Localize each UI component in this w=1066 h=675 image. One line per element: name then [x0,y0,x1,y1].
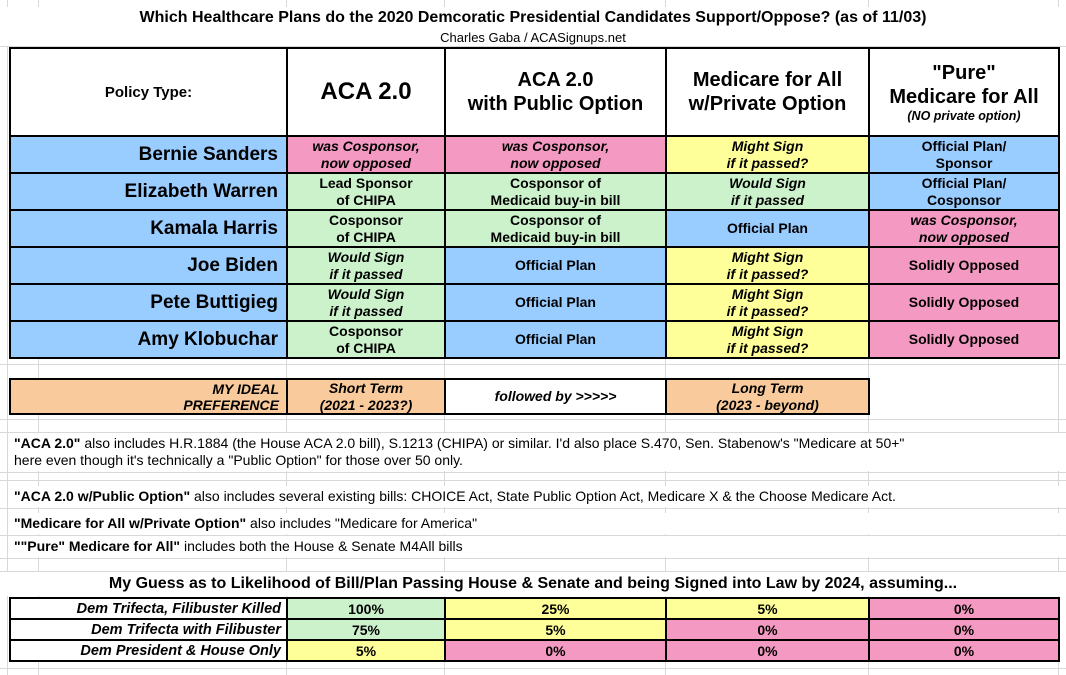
stance-line: of CHIPA [336,191,396,208]
stance-cell [445,136,666,173]
column-header-m4a-private-option [666,48,869,136]
sheet-title: Which Healthcare Plans do the 2020 Demcoratic Presidential Candidates Support/Oppose? (as of 11/03) [0,7,1066,29]
column-header-note: (NO private option) [907,108,1021,123]
preference-long-term-cell [666,379,869,414]
likelihood-value: 0% [666,619,869,640]
likelihood-value: 25% [445,598,666,619]
stance-line: Solidly Opposed [908,257,1020,274]
stance-cell [666,210,869,247]
likelihood-value: 5% [666,598,869,619]
footnote-aca-2-0 [9,433,1059,471]
stance-line: Would Sign [327,286,405,302]
column-header-line: "Pure" [932,61,996,84]
likelihood-value: 5% [287,640,445,661]
stance-cell [445,284,666,321]
stance-line: Solidly Opposed [908,294,1020,311]
stance-line: Sponsor [935,154,993,171]
footnote-text: also includes "Medicare for America" [246,515,478,531]
likelihood-scenario-label: Dem Trifecta, Filibuster Killed [10,598,287,619]
likelihood-scenario-label: Dem President & House Only [10,640,287,661]
likelihood-row [10,640,1059,661]
stance-cell [287,210,445,247]
stance-line: Might Sign [731,286,804,302]
footnote-lead: "Medicare for All w/Private Option" [14,515,247,531]
candidate-row-amy-klobuchar [10,321,1059,358]
gridline [0,472,1066,473]
column-header-line: w/Private Option [688,93,847,115]
gridline [0,419,1066,420]
stance-line: if it passed? [726,302,809,319]
stance-line: Might Sign [731,138,804,154]
stance-line: Official Plan [727,220,808,237]
likelihood-value: 0% [869,598,1059,619]
likelihood-scenario-label: Dem Trifecta with Filibuster [10,619,287,640]
preference-line: (2023 - beyond) [716,396,819,413]
stance-cell [445,173,666,210]
header-row [10,48,1059,136]
ideal-preference-label-line: MY IDEAL [212,380,279,397]
stance-cell [287,173,445,210]
likelihood-value: 0% [666,640,869,661]
stance-line: Cosponsor [927,191,1001,208]
stance-line: Official Plan/ [921,138,1007,154]
likelihood-row [10,598,1059,619]
stance-line: Solidly Opposed [908,331,1020,348]
preference-followed-by-cell [445,379,666,414]
stance-line: Lead Sponsor [319,175,413,191]
footnote-lead: "ACA 2.0 w/Public Option" [14,488,191,504]
stance-cell [445,247,666,284]
stance-line: Cosponsor [329,212,403,228]
stance-line: now opposed [918,228,1010,245]
stance-cell [287,321,445,358]
stance-line: Official Plan [515,294,596,311]
likelihood-table [9,597,1060,662]
footnote-text: also includes H.R.1884 (the House ACA 2.0 bill), S.1213 (CHIPA) or similar. I'd also place S.470, Sen. Stabenow's "Medicare at 50+" [80,435,905,451]
footnote-m4a-private-option [9,513,1059,534]
stance-line: Medicaid buy-in bill [490,191,621,208]
stance-line: if it passed [329,302,403,319]
candidate-name: Bernie Sanders [10,136,287,173]
stance-line: if it passed [730,191,805,208]
candidate-name: Kamala Harris [10,210,287,247]
stance-line: Would Sign [327,249,405,265]
preference-line: (2021 - 2023?) [319,396,413,413]
stance-line: was Cosponsor, [312,138,420,154]
likelihood-value: 75% [287,619,445,640]
preference-line: followed by >>>>> [494,388,617,405]
footnote-aca-2-0-public-option [9,486,1059,507]
stance-cell [869,173,1059,210]
stance-line: if it passed [329,265,403,282]
stance-line: if it passed? [726,154,809,171]
stance-line: of CHIPA [336,228,396,245]
footnote-lead: "ACA 2.0" [14,435,81,451]
column-header-line: Medicare for All [692,69,843,91]
column-header-pure-m4a [869,48,1059,136]
candidate-name: Pete Buttigieg [10,284,287,321]
stance-line: Would Sign [729,175,806,191]
stance-cell [869,247,1059,284]
stance-cell [445,210,666,247]
footnote-pure-m4a [9,536,1059,557]
gridline [0,480,1066,481]
likelihood-value: 100% [287,598,445,619]
stance-cell [445,321,666,358]
stance-cell [666,173,869,210]
preference-short-term-cell [287,379,445,414]
footnote-text: also includes several existing bills: CHOICE Act, State Public Option Act, Medicare X & the Choose Medicare Act. [190,488,896,504]
likelihood-value: 0% [869,619,1059,640]
stance-line: now opposed [510,154,601,171]
candidate-row-pete-buttigieg [10,284,1059,321]
ideal-preference-label-line: PREFERENCE [183,396,279,413]
candidate-name: Amy Klobuchar [10,321,287,358]
footnote-text: includes both the House & Senate M4All bills [180,538,463,554]
candidate-row-elizabeth-warren [10,173,1059,210]
stance-cell [666,321,869,358]
stance-cell [287,284,445,321]
stance-cell [287,247,445,284]
stance-line: Cosponsor of [510,175,601,191]
column-header-line: ACA 2.0 [320,78,412,105]
stance-line: Official Plan/ [921,175,1007,191]
likelihood-title: My Guess as to Likelihood of Bill/Plan Passing House & Senate and being Signed into Law by 2024, assuming... [0,572,1066,596]
stance-line: Official Plan [515,331,596,348]
gridline [0,508,1066,509]
stance-line: Might Sign [731,249,804,265]
column-header-line: Medicare for All [889,85,1039,108]
footnote-text: here even though it's technically a "Public Option" for those over 50 only. [14,452,463,468]
stance-line: Official Plan [515,257,596,274]
stance-line: Might Sign [731,323,804,339]
policy-type-header: Policy Type: [10,48,287,136]
likelihood-value: 0% [445,640,666,661]
likelihood-value: 0% [869,640,1059,661]
ideal-preference-label [10,379,287,414]
stance-line: was Cosponsor, [910,212,1018,228]
stance-line: of CHIPA [336,339,396,356]
ideal-preference-row [9,378,870,415]
column-header-aca-2-0-public-option [445,48,666,136]
stance-cell [666,136,869,173]
candidate-name: Elizabeth Warren [10,173,287,210]
gridline [0,668,1066,669]
gridline [0,364,1066,365]
stance-line: if it passed? [726,339,809,356]
preference-line: Long Term [731,380,804,396]
footnote-lead: ""Pure" Medicare for All" [14,538,181,554]
candidate-row-kamala-harris [10,210,1059,247]
stance-cell [869,321,1059,358]
stance-cell [666,247,869,284]
stance-line: was Cosponsor, [501,138,610,154]
candidate-row-joe-biden [10,247,1059,284]
candidate-row-bernie-sanders [10,136,1059,173]
likelihood-row [10,619,1059,640]
candidate-name: Joe Biden [10,247,287,284]
preference-line: Short Term [328,380,404,396]
stance-line: Cosponsor of [510,212,601,228]
stance-cell [869,210,1059,247]
stance-cell [869,136,1059,173]
stance-line: if it passed? [726,265,809,282]
column-header-line: with Public Option [467,93,644,115]
stance-line: Cosponsor [329,323,403,339]
gridline [0,558,1066,559]
attribution: Charles Gaba / ACASignups.net [0,29,1066,46]
stance-line: now opposed [320,154,412,171]
stance-cell [666,284,869,321]
stance-line: Medicaid buy-in bill [490,228,621,245]
stance-cell [287,136,445,173]
column-header-line: ACA 2.0 [517,69,594,91]
likelihood-value: 5% [445,619,666,640]
column-header-aca-2-0 [287,48,445,136]
stance-cell [869,284,1059,321]
candidate-plan-table [9,47,1060,359]
